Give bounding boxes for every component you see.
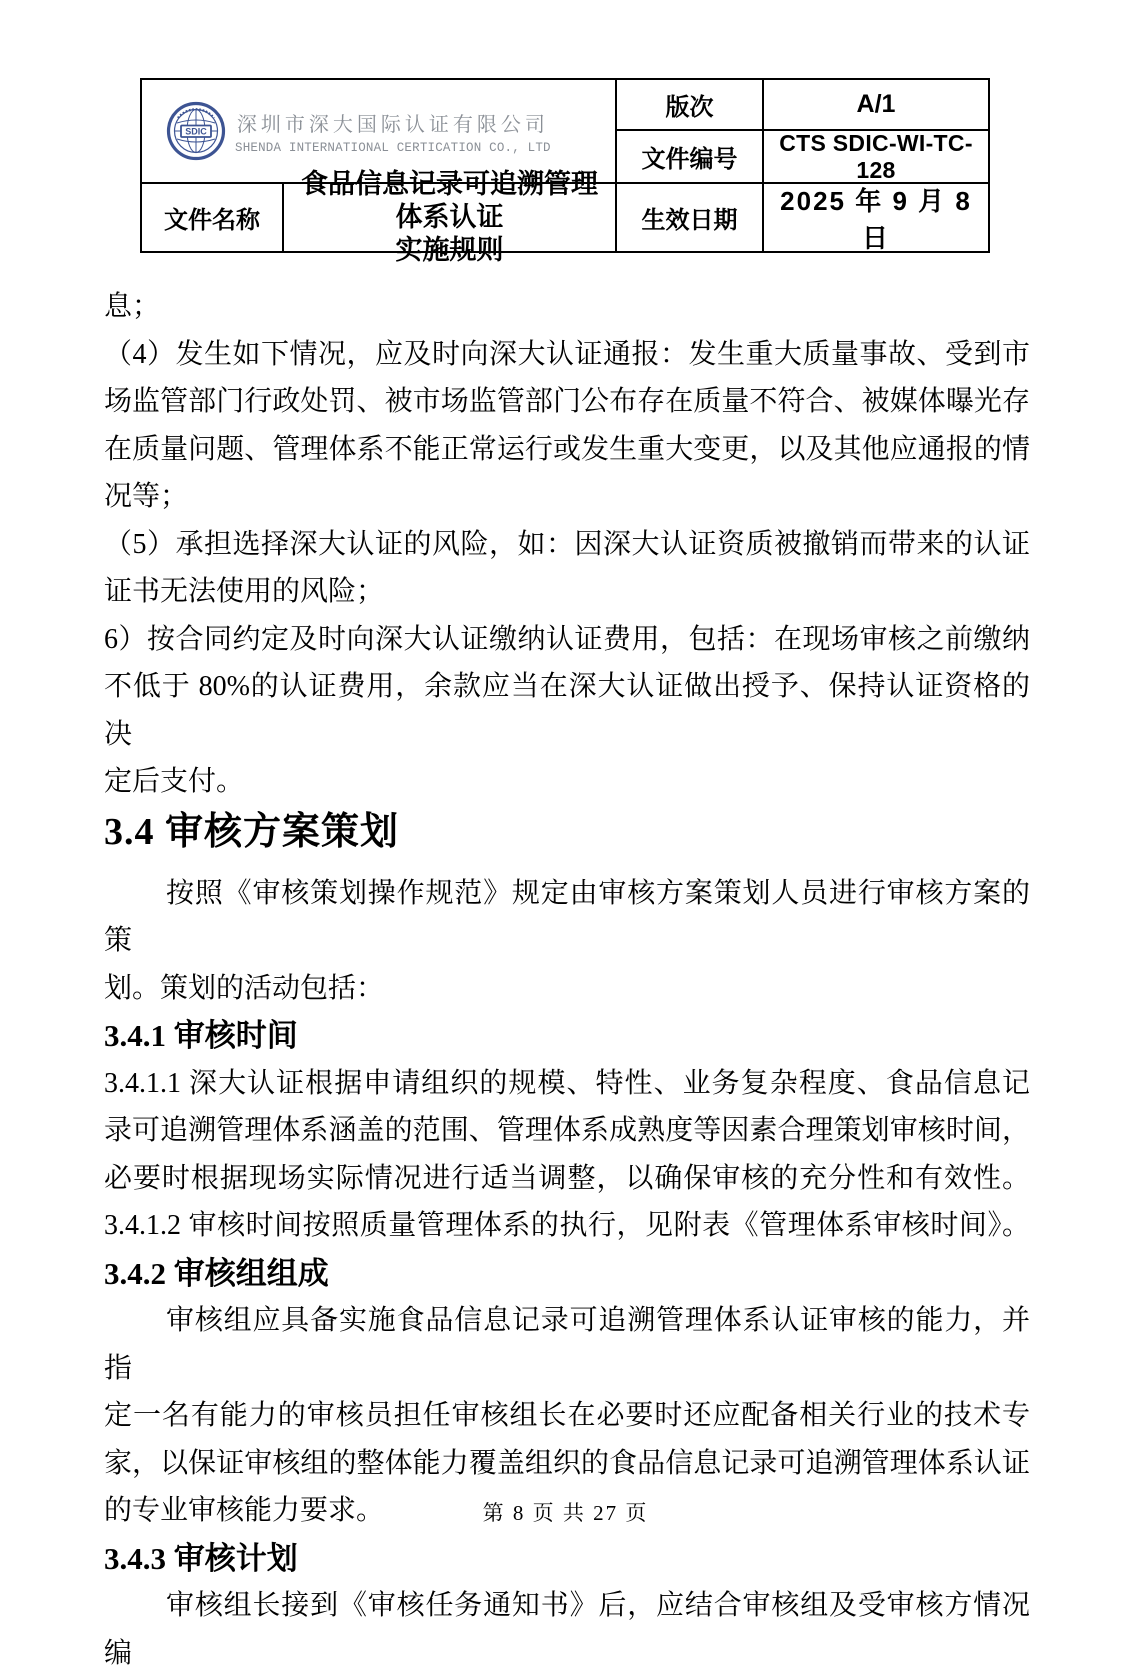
doc-title-line2: 实施规则: [395, 235, 504, 265]
section-heading-3-4-2: 3.4.2 审核组组成: [104, 1255, 329, 1291]
version-value: A/1: [764, 80, 988, 131]
version-label: 版次: [617, 80, 764, 131]
text-line: 况等；: [104, 481, 189, 512]
text-line: 场监管部门行政处罚、被市场监管部门公布存在质量不符合、被媒体曝光存: [104, 386, 1030, 417]
text-line: 家，以保证审核组的整体能力覆盖组织的食品信息记录可追溯管理体系认证: [104, 1447, 1030, 1479]
doc-title: [284, 169, 617, 265]
doc-name-label: 文件名称: [142, 184, 284, 251]
section-heading-3-4: 3.4 审核方案策划: [104, 810, 400, 853]
company-name-block: [235, 108, 551, 155]
doc-title-line1: 食品信息记录可追溯管理体系认证: [301, 169, 598, 232]
company-logo-icon: [166, 101, 226, 161]
text-line: （4）发生如下情况，应及时向深大认证通报：发生重大质量事故、受到市: [104, 338, 1030, 370]
text-line: 息；: [104, 291, 161, 322]
logo-badge-text: SDIC: [185, 126, 207, 137]
text-line: 定后支付。: [104, 766, 245, 797]
document-body: [104, 283, 1030, 1677]
text-line: 审核组长接到《审核任务通知书》后，应结合审核组及受审核方情况编: [104, 1590, 1030, 1669]
text-line: 在质量问题、管理体系不能正常运行或发生重大变更，以及其他应通报的情: [104, 433, 1030, 465]
doc-number-label: 文件编号: [617, 131, 764, 184]
doc-number-value: CTS SDIC-WI-TC-128: [764, 131, 988, 184]
text-line: 的专业审核能力要求。: [104, 1495, 385, 1526]
text-line: 证书无法使用的风险；: [104, 576, 385, 607]
text-line: 3.4.1.1 深大认证根据申请组织的规模、特性、业务复杂程度、食品信息记: [104, 1067, 1030, 1099]
company-name-en: SHENDA INTERNATIONAL CERTICATION CO., LTD: [235, 140, 551, 155]
document-header-table: [140, 78, 990, 265]
text-line: 不低于 80%的认证费用，余款应当在深大认证做出授予、保持认证资格的决: [104, 671, 1030, 750]
text-line: 6）按合同约定及时向深大认证缴纳认证费用，包括：在现场审核之前缴纳: [104, 623, 1030, 655]
text-line: 按照《审核策划操作规范》规定由审核方案策划人员进行审核方案的策: [104, 877, 1030, 956]
text-line: 3.4.1.2 审核时间按照质量管理体系的执行，见附表《管理体系审核时间》。: [104, 1210, 1030, 1241]
text-line: 必要时根据现场实际情况进行适当调整，以确保审核的充分性和有效性。: [104, 1162, 1030, 1194]
page-number-footer: 第 8 页 共 27 页: [482, 1501, 649, 1525]
text-line: （5）承担选择深大认证的风险，如：因深大认证资质被撤销而带来的认证: [104, 528, 1030, 560]
effective-date-value: 2025 年 9 月 8 日: [780, 185, 972, 253]
text-line: 审核组应具备实施食品信息记录可追溯管理体系认证审核的能力，并指: [104, 1305, 1030, 1384]
text-line: 录可追溯管理体系涵盖的范围、管理体系成熟度等因素合理策划审核时间，: [104, 1115, 1030, 1146]
section-heading-3-4-3: 3.4.3 审核计划: [104, 1540, 298, 1576]
text-line: 定一名有能力的审核员担任审核组长在必要时还应配备相关行业的技术专: [104, 1400, 1030, 1431]
section-heading-3-4-1: 3.4.1 审核时间: [104, 1018, 298, 1053]
company-name-cn: 深圳市深大国际认证有限公司: [236, 113, 549, 136]
effective-date-label: 生效日期: [617, 184, 764, 251]
text-line: 划。策划的活动包括：: [104, 972, 385, 1004]
